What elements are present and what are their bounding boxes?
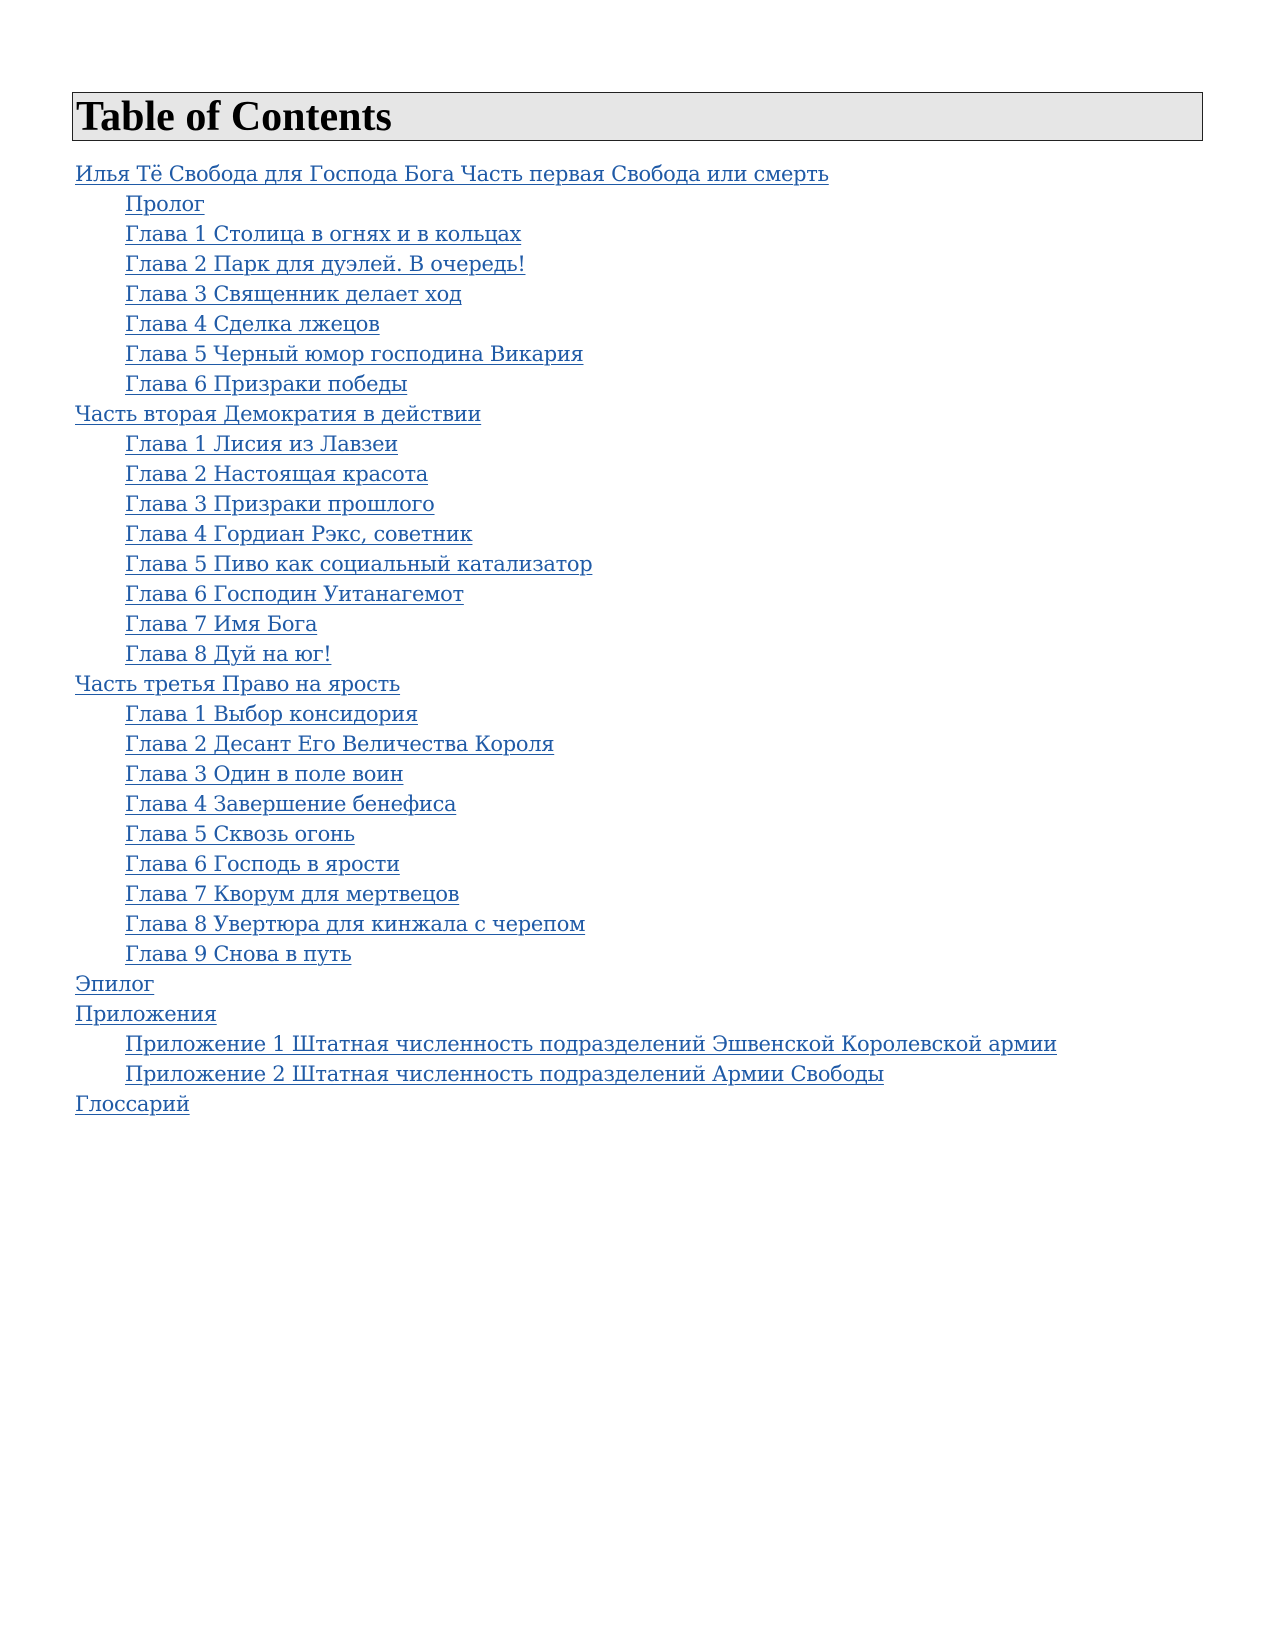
- toc-link[interactable]: Глава 2 Десант Его Величества Короля: [125, 732, 555, 756]
- toc-link[interactable]: Глава 6 Призраки победы: [125, 372, 408, 396]
- toc-entry-chapter: [75, 219, 1225, 249]
- toc-entry-part: [75, 399, 1225, 429]
- toc-link[interactable]: Глава 4 Завершение бенефиса: [125, 792, 457, 816]
- toc-entry-chapter: [75, 849, 1225, 879]
- toc-link[interactable]: Глава 6 Господин Уитанагемот: [125, 582, 464, 606]
- toc-entry-chapter: [75, 909, 1225, 939]
- toc-entry-chapter: [75, 519, 1225, 549]
- toc-link[interactable]: Часть третья Право на ярость: [75, 672, 401, 696]
- toc-link[interactable]: Глава 7 Имя Бога: [125, 612, 318, 636]
- toc-entry-part: [75, 669, 1225, 699]
- toc-entry-chapter: [75, 639, 1225, 669]
- toc-entry-part: [75, 159, 1225, 189]
- toc-entry-chapter: [75, 279, 1225, 309]
- toc-entry-chapter: [75, 369, 1225, 399]
- toc-list: [75, 159, 1225, 1119]
- toc-link[interactable]: Глава 3 Священник делает ход: [125, 282, 462, 306]
- toc-entry-chapter: [75, 249, 1225, 279]
- toc-entry-chapter: [75, 309, 1225, 339]
- toc-link[interactable]: Глава 8 Дуй на юг!: [125, 642, 332, 666]
- toc-link[interactable]: Глава 4 Гордиан Рэкс, советник: [125, 522, 473, 546]
- toc-entry-part: [75, 999, 1225, 1029]
- toc-entry-part: [75, 969, 1225, 999]
- toc-entry-chapter: [75, 759, 1225, 789]
- toc-entry-chapter: [75, 339, 1225, 369]
- toc-link[interactable]: Глава 1 Лисия из Лавзеи: [125, 432, 398, 456]
- toc-link[interactable]: Глава 5 Сквозь огонь: [125, 822, 355, 846]
- toc-link[interactable]: Глава 5 Черный юмор господина Викария: [125, 342, 584, 366]
- toc-link[interactable]: Глава 8 Увертюра для кинжала с черепом: [125, 912, 586, 936]
- toc-entry-chapter: [75, 939, 1225, 969]
- toc-entry-chapter: [75, 549, 1225, 579]
- toc-entry-chapter: [75, 579, 1225, 609]
- toc-entry-chapter: [75, 489, 1225, 519]
- toc-entry-chapter: [75, 1059, 1225, 1089]
- toc-link[interactable]: Приложения: [75, 1002, 217, 1026]
- toc-link[interactable]: Илья Тё Свобода для Господа Бога Часть первая Свобода или смерть: [75, 162, 829, 186]
- toc-link[interactable]: Глава 6 Господь в ярости: [125, 852, 400, 876]
- toc-entry-chapter: [75, 879, 1225, 909]
- toc-link[interactable]: Пролог: [125, 192, 205, 216]
- toc-link[interactable]: Глоссарий: [75, 1092, 190, 1116]
- toc-link[interactable]: Глава 4 Сделка лжецов: [125, 312, 380, 336]
- toc-link[interactable]: Глава 2 Парк для дуэлей. В очередь!: [125, 252, 526, 276]
- toc-entry-chapter: [75, 789, 1225, 819]
- toc-link[interactable]: Глава 7 Кворум для мертвецов: [125, 882, 460, 906]
- toc-link[interactable]: Приложение 2 Штатная численность подразделений Армии Свободы: [125, 1062, 884, 1086]
- toc-entry-chapter: [75, 429, 1225, 459]
- toc-entry-chapter: [75, 1029, 1225, 1059]
- toc-link[interactable]: Глава 1 Выбор консидория: [125, 702, 418, 726]
- toc-link[interactable]: Часть вторая Демократия в действии: [75, 402, 482, 426]
- toc-link[interactable]: Приложение 1 Штатная численность подразделений Эшвенской Королевской армии: [125, 1032, 1057, 1056]
- toc-link[interactable]: Глава 2 Настоящая красота: [125, 462, 429, 486]
- toc-link[interactable]: Глава 9 Снова в путь: [125, 942, 352, 966]
- toc-link[interactable]: Глава 5 Пиво как социальный катализатор: [125, 552, 593, 576]
- toc-entry-chapter: [75, 699, 1225, 729]
- toc-entry-chapter: [75, 819, 1225, 849]
- toc-entry-chapter: [75, 729, 1225, 759]
- toc-entry-part: [75, 1089, 1225, 1119]
- toc-link[interactable]: Эпилог: [75, 972, 155, 996]
- toc-entry-chapter: [75, 609, 1225, 639]
- toc-entry-chapter: [75, 459, 1225, 489]
- toc-entry-chapter: [75, 189, 1225, 219]
- toc-link[interactable]: Глава 3 Призраки прошлого: [125, 492, 435, 516]
- toc-link[interactable]: Глава 3 Один в поле воин: [125, 762, 404, 786]
- toc-link[interactable]: Глава 1 Столица в огнях и в кольцах: [125, 222, 522, 246]
- toc-heading: Table of Contents: [72, 92, 1203, 141]
